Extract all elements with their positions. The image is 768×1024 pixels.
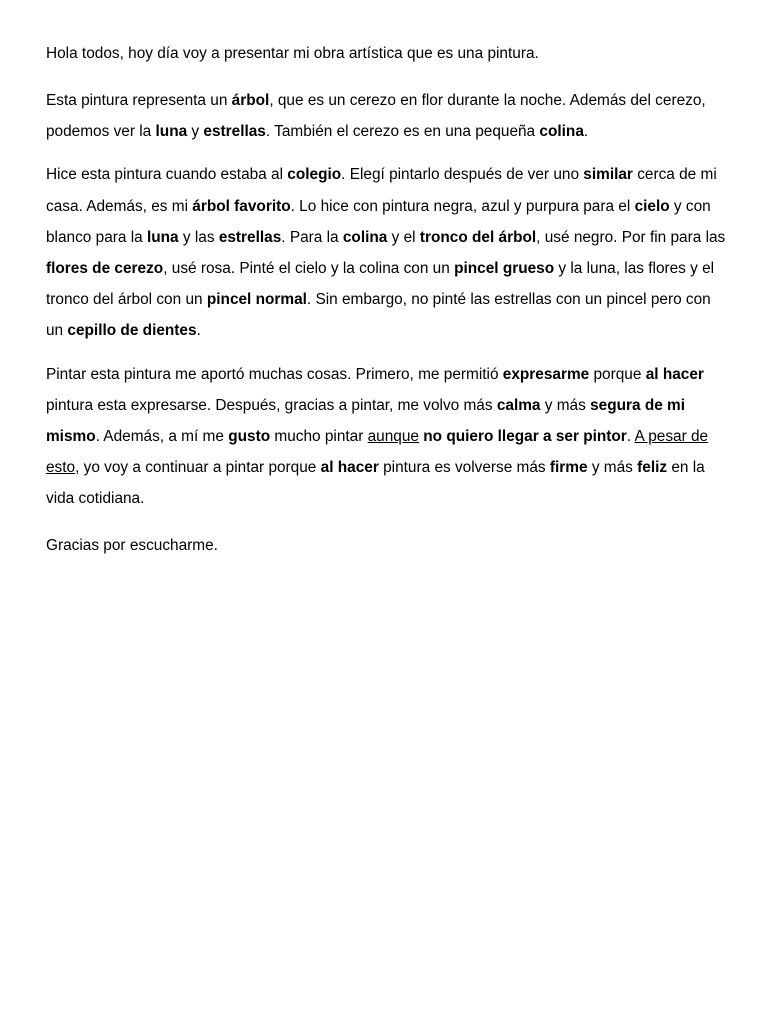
- bold-term: estrellas: [218, 228, 282, 246]
- text-run: y más: [587, 459, 638, 477]
- text-run: .: [626, 428, 635, 446]
- text-run: Esta pintura representa un: [46, 92, 232, 109]
- bold-term: árbol: [231, 92, 270, 109]
- text-run: y el: [387, 228, 420, 246]
- text-run: pintura es volverse más: [378, 459, 550, 477]
- text-run: .: [583, 123, 589, 141]
- text-run: en la vida cotidiana.: [46, 459, 705, 508]
- bold-term: estrellas: [203, 123, 266, 141]
- text-run: . Elegí pintarlo después de ver uno: [341, 166, 584, 184]
- paragraph-closing: [46, 534, 726, 558]
- text-run: y: [187, 123, 204, 141]
- paragraph-description: [46, 85, 726, 147]
- bold-term: colegio: [287, 166, 342, 184]
- bold-term: firme: [549, 459, 588, 477]
- bold-term: feliz: [637, 459, 668, 477]
- bold-term: pincel normal: [206, 291, 307, 309]
- bold-term: cepillo de dientes: [67, 322, 197, 340]
- text-run: . Lo hice con pintura negra, azul y purpura para el: [290, 197, 635, 215]
- text-run: , que es un cerezo en flor durante la noche. Además del cerezo, podemos ver la: [46, 92, 706, 141]
- bold-term: colina: [539, 123, 584, 141]
- bold-term: cielo: [634, 197, 670, 215]
- text-run: Hola todos, hoy día voy a presentar mi obra artística que es una pintura.: [46, 45, 539, 62]
- bold-term: flores de cerezo: [46, 260, 164, 278]
- bold-term: tronco del árbol: [419, 228, 537, 246]
- text-run: Pintar esta pintura me aportó muchas cosas. Primero, me permitió: [46, 365, 503, 383]
- text-run: . También el cerezo es en una pequeña: [265, 123, 540, 141]
- bold-term: pincel grueso: [454, 260, 555, 278]
- text-run: .: [196, 322, 201, 340]
- text-run: . Además, a mí me: [95, 428, 229, 446]
- paragraph-reflection: [46, 359, 726, 515]
- bold-term: segura de mi mismo: [46, 396, 686, 446]
- text-run: pintura esta expresarse. Después, gracias a pintar, me volvo más: [46, 396, 497, 414]
- text-run: porque: [589, 365, 646, 383]
- paragraph-process: [46, 159, 726, 346]
- text-run: cerca de mi casa. Además, es mi: [46, 166, 717, 215]
- bold-term: árbol favorito: [192, 197, 291, 215]
- text-run: y con blanco para la: [46, 197, 711, 246]
- underlined-phrase: A pesar de esto: [46, 428, 709, 477]
- bold-term: similar: [583, 166, 633, 184]
- paragraph-intro: [46, 42, 726, 66]
- text-run: mucho pintar: [270, 428, 368, 446]
- bold-term: colina: [342, 228, 388, 246]
- bold-term: no quiero llegar a ser pintor: [423, 428, 627, 446]
- text-run: , usé rosa. Pinté el cielo y la colina con un: [163, 260, 455, 278]
- bold-term: gusto: [228, 428, 271, 446]
- text-run: . Para la: [281, 228, 343, 246]
- bold-term: calma: [496, 396, 541, 414]
- text-run: y la luna, las flores y el tronco del árbol con un: [46, 260, 715, 309]
- document-page: [46, 42, 726, 570]
- text-run: , yo voy a continuar a pintar porque: [75, 459, 321, 477]
- text-run: y las: [178, 228, 219, 246]
- text-run: y más: [540, 396, 591, 414]
- bold-term: luna: [155, 123, 188, 141]
- text-run: Gracias por escucharme.: [46, 536, 218, 554]
- bold-term: al hacer: [320, 459, 379, 477]
- bold-term: al hacer: [645, 365, 704, 383]
- text-run: . Sin embargo, no pinté las estrellas con un pincel pero con un: [46, 291, 711, 340]
- bold-term: luna: [146, 228, 179, 246]
- text-run: , usé negro. Por fin para las: [536, 228, 726, 246]
- underlined-phrase: aunque: [367, 428, 419, 446]
- bold-term: expresarme: [502, 365, 590, 383]
- text-run: Hice esta pintura cuando estaba al: [46, 166, 288, 184]
